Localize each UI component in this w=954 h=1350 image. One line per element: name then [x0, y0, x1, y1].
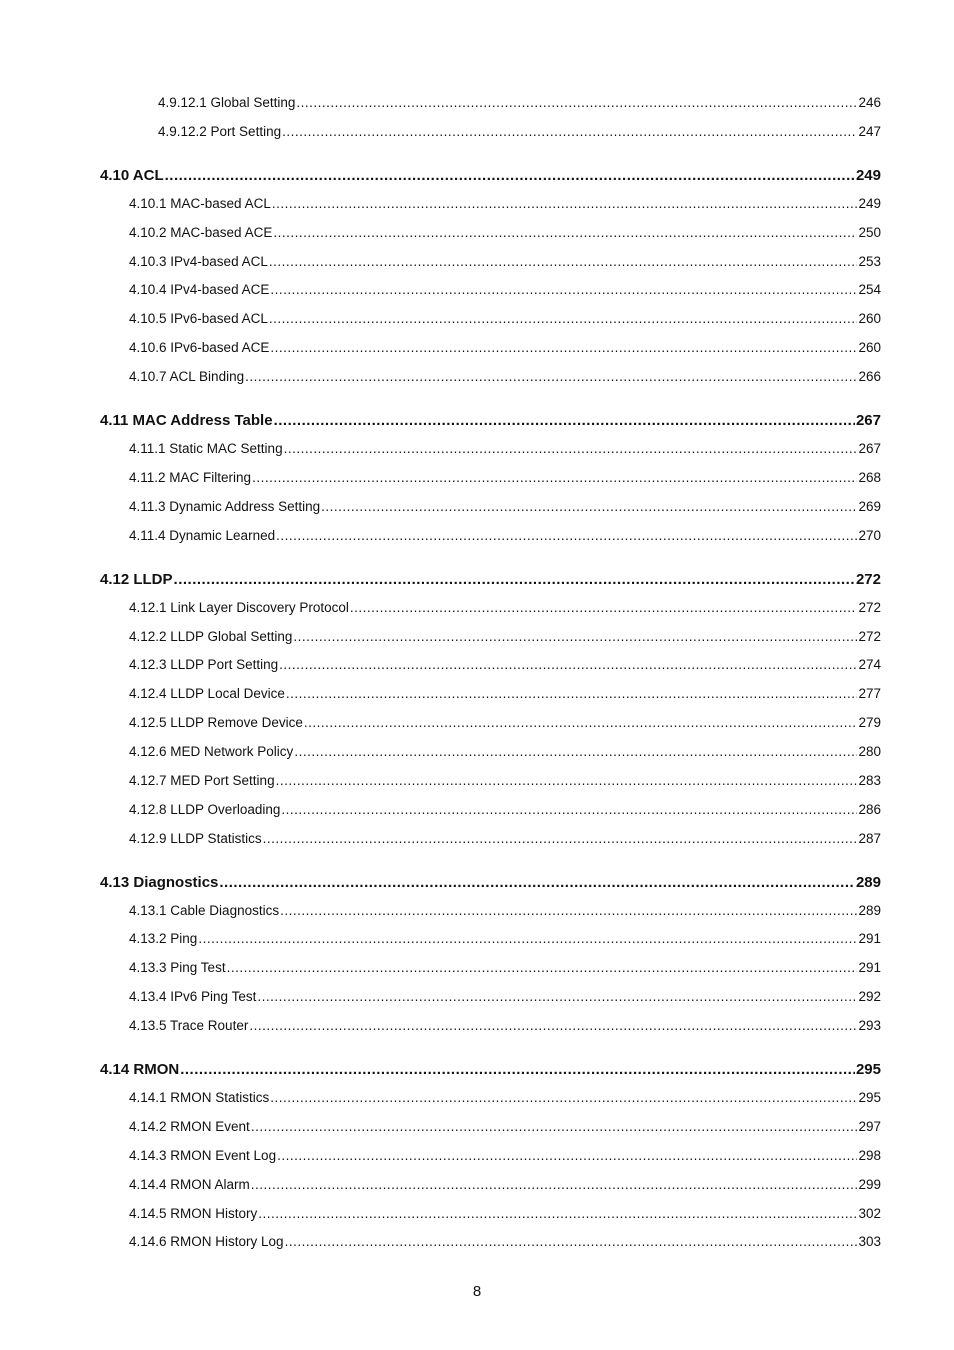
toc-entry[interactable]: [129, 715, 881, 733]
dot-leader: [251, 1119, 858, 1134]
dot-leader: [245, 369, 857, 384]
toc-entry-title: 4.10.1 MAC-based ACL: [129, 196, 271, 211]
dot-leader: [263, 831, 858, 846]
toc-entry-page: 274: [858, 657, 881, 672]
toc-entry-title: 4.13.4 IPv6 Ping Test: [129, 989, 257, 1004]
toc-entry-title: 4.12.7 MED Port Setting: [129, 773, 275, 788]
toc-entry-title: 4.11 MAC Address Table: [100, 412, 273, 429]
toc-entry-page: 293: [858, 1018, 881, 1033]
dot-leader: [276, 773, 858, 788]
toc-section-heading[interactable]: [100, 1061, 881, 1081]
toc-entry-title: 4.13.5 Trace Router: [129, 1018, 249, 1033]
toc-entry-title: 4.12.6 MED Network Policy: [129, 744, 294, 759]
toc-entry-title: 4.12.8 LLDP Overloading: [129, 802, 281, 817]
toc-entry[interactable]: [129, 831, 881, 849]
toc-entry-title: 4.14.2 RMON Event: [129, 1119, 250, 1134]
toc-entry[interactable]: [129, 340, 881, 358]
toc-entry-page: 272: [858, 600, 881, 615]
toc-entry[interactable]: [129, 254, 881, 272]
toc-entry-title: 4.14.6 RMON History Log: [129, 1234, 284, 1249]
dot-leader: [227, 960, 858, 975]
toc-section-heading[interactable]: [100, 412, 881, 432]
toc-entry-title: 4.14.4 RMON Alarm: [129, 1177, 250, 1192]
toc-entry-title: 4.11.2 MAC Filtering: [129, 470, 252, 485]
toc-entry-page: 267: [858, 441, 881, 456]
toc-entry-page: 298: [858, 1148, 881, 1163]
toc-entry[interactable]: [129, 1234, 881, 1252]
toc-entry-title: 4.13.2 Ping: [129, 931, 198, 946]
toc-entry-title: 4.12.5 LLDP Remove Device: [129, 715, 303, 730]
toc-entry[interactable]: [158, 95, 881, 113]
toc-entry-page: 260: [858, 340, 881, 355]
toc-entry[interactable]: [129, 1206, 881, 1224]
toc-entry[interactable]: [129, 369, 881, 387]
toc-entry-page: 268: [858, 470, 881, 485]
toc-entry-page: 253: [858, 254, 881, 269]
toc-entry[interactable]: [129, 1177, 881, 1195]
toc-entry-title: 4.11.1 Static MAC Setting: [129, 441, 283, 456]
dot-leader: [174, 571, 855, 588]
toc-entry-page: 303: [858, 1234, 881, 1249]
toc-entry-page: 287: [858, 831, 881, 846]
toc-entry[interactable]: [129, 441, 881, 459]
dot-leader: [296, 95, 857, 110]
toc-entry-page: 283: [858, 773, 881, 788]
dot-leader: [350, 600, 858, 615]
dot-leader: [293, 629, 857, 644]
toc-entry-page: 279: [858, 715, 881, 730]
toc-entry-title: 4.10.4 IPv4-based ACE: [129, 282, 270, 297]
toc-entry[interactable]: [129, 744, 881, 762]
toc-entry-title: 4.13.3 Ping Test: [129, 960, 226, 975]
toc-entry-title: 4.10.6 IPv6-based ACE: [129, 340, 270, 355]
toc-entry-page: 250: [858, 225, 881, 240]
toc-entry-page: 254: [858, 282, 881, 297]
toc-entry[interactable]: [129, 528, 881, 546]
toc-entry-title: 4.12.4 LLDP Local Device: [129, 686, 285, 701]
toc-entry[interactable]: [129, 600, 881, 618]
toc-entry[interactable]: [129, 470, 881, 488]
dot-leader: [270, 340, 857, 355]
toc-entry-title: 4.11.4 Dynamic Learned: [129, 528, 276, 543]
toc-entry-page: 246: [858, 95, 881, 110]
dot-leader: [251, 1177, 858, 1192]
toc-entry[interactable]: [129, 960, 881, 978]
dot-leader: [270, 282, 857, 297]
dot-leader: [269, 311, 858, 326]
toc-entry-page: 247: [858, 124, 881, 139]
toc-entry-title: 4.13.1 Cable Diagnostics: [129, 903, 280, 918]
toc-entry-title: 4.10.3 IPv4-based ACL: [129, 254, 268, 269]
dot-leader: [294, 744, 857, 759]
toc-entry-title: 4.14.1 RMON Statistics: [129, 1090, 270, 1105]
dot-leader: [284, 441, 858, 456]
toc-entry-page: 297: [858, 1119, 881, 1134]
toc-section-heading[interactable]: [100, 167, 881, 187]
dot-leader: [273, 225, 857, 240]
dot-leader: [165, 167, 855, 184]
dot-leader: [272, 196, 858, 211]
toc-entry-page: 267: [855, 412, 881, 429]
toc-entry-page: 291: [858, 931, 881, 946]
dot-leader: [198, 931, 857, 946]
page-number: 8: [472, 1283, 482, 1300]
toc-entry-title: 4.14.5 RMON History: [129, 1206, 258, 1221]
dot-leader: [304, 715, 858, 730]
toc-entry[interactable]: [129, 931, 881, 949]
dot-leader: [180, 1061, 855, 1078]
toc-entry-title: 4.14 RMON: [100, 1061, 180, 1078]
dot-leader: [281, 802, 857, 817]
toc-entry-page: 272: [855, 571, 881, 588]
dot-leader: [219, 874, 855, 891]
toc-entry[interactable]: [129, 629, 881, 647]
toc-entry[interactable]: [129, 773, 881, 791]
toc-entry[interactable]: [129, 311, 881, 329]
toc-entry[interactable]: [129, 1148, 881, 1166]
toc-entry-page: 286: [858, 802, 881, 817]
toc-entry-page: 302: [858, 1206, 881, 1221]
dot-leader: [276, 528, 857, 543]
toc-entry[interactable]: [129, 657, 881, 675]
dot-leader: [258, 1206, 857, 1221]
dot-leader: [274, 412, 855, 429]
toc-entry-title: 4.10 ACL: [100, 167, 164, 184]
toc-entry-page: 292: [858, 989, 881, 1004]
toc-entry[interactable]: [129, 686, 881, 704]
dot-leader: [257, 989, 857, 1004]
toc-entry-page: 280: [858, 744, 881, 759]
toc-entry[interactable]: [129, 1018, 881, 1036]
toc-entry-title: 4.12.1 Link Layer Discovery Protocol: [129, 600, 349, 615]
toc-entry-page: 289: [858, 903, 881, 918]
toc-entry[interactable]: [129, 225, 881, 243]
toc-entry-page: 295: [855, 1061, 881, 1078]
dot-leader: [252, 470, 857, 485]
toc-entry[interactable]: [129, 1090, 881, 1108]
dot-leader: [282, 124, 857, 139]
dot-leader: [277, 1148, 857, 1163]
toc-section-heading[interactable]: [100, 571, 881, 591]
dot-leader: [270, 1090, 857, 1105]
toc-entry-page: 291: [858, 960, 881, 975]
toc-entry-page: 249: [855, 167, 881, 184]
dot-leader: [286, 686, 858, 701]
toc-entry-title: 4.10.2 MAC-based ACE: [129, 225, 273, 240]
toc-entry-page: 299: [858, 1177, 881, 1192]
toc-entry-title: 4.10.7 ACL Binding: [129, 369, 245, 384]
toc-entry-title: 4.12.3 LLDP Port Setting: [129, 657, 279, 672]
toc-entry-title: 4.12.2 LLDP Global Setting: [129, 629, 293, 644]
dot-leader: [269, 254, 858, 269]
toc-entry[interactable]: [129, 196, 881, 214]
toc-entry-page: 266: [858, 369, 881, 384]
toc-entry-page: 277: [858, 686, 881, 701]
toc-entry[interactable]: [129, 903, 881, 921]
toc-entry-title: 4.9.12.2 Port Setting: [158, 124, 282, 139]
toc-entry-page: 269: [858, 499, 881, 514]
dot-leader: [285, 1234, 858, 1249]
toc-section-heading[interactable]: [100, 874, 881, 894]
toc-entry-title: 4.11.3 Dynamic Address Setting: [129, 499, 321, 514]
toc-entry-title: 4.12 LLDP: [100, 571, 173, 588]
dot-leader: [280, 903, 857, 918]
toc-entry-page: 289: [855, 874, 881, 891]
toc-entry[interactable]: [129, 499, 881, 517]
toc-entry-page: 270: [858, 528, 881, 543]
toc-entry-page: 272: [858, 629, 881, 644]
toc-entry-title: 4.9.12.1 Global Setting: [158, 95, 296, 110]
toc-entry[interactable]: [129, 1119, 881, 1137]
toc-entry-title: 4.14.3 RMON Event Log: [129, 1148, 277, 1163]
dot-leader: [321, 499, 857, 514]
toc-entry-title: 4.10.5 IPv6-based ACL: [129, 311, 268, 326]
toc-entry-title: 4.13 Diagnostics: [100, 874, 219, 891]
toc-entry[interactable]: [129, 989, 881, 1007]
toc-entry[interactable]: [129, 802, 881, 820]
toc-entry-page: 249: [858, 196, 881, 211]
toc-entry[interactable]: [129, 282, 881, 300]
toc-entry-title: 4.12.9 LLDP Statistics: [129, 831, 262, 846]
toc-entry-page: 295: [858, 1090, 881, 1105]
dot-leader: [249, 1018, 857, 1033]
toc-entry[interactable]: [158, 124, 881, 142]
toc-entry-page: 260: [858, 311, 881, 326]
dot-leader: [279, 657, 857, 672]
